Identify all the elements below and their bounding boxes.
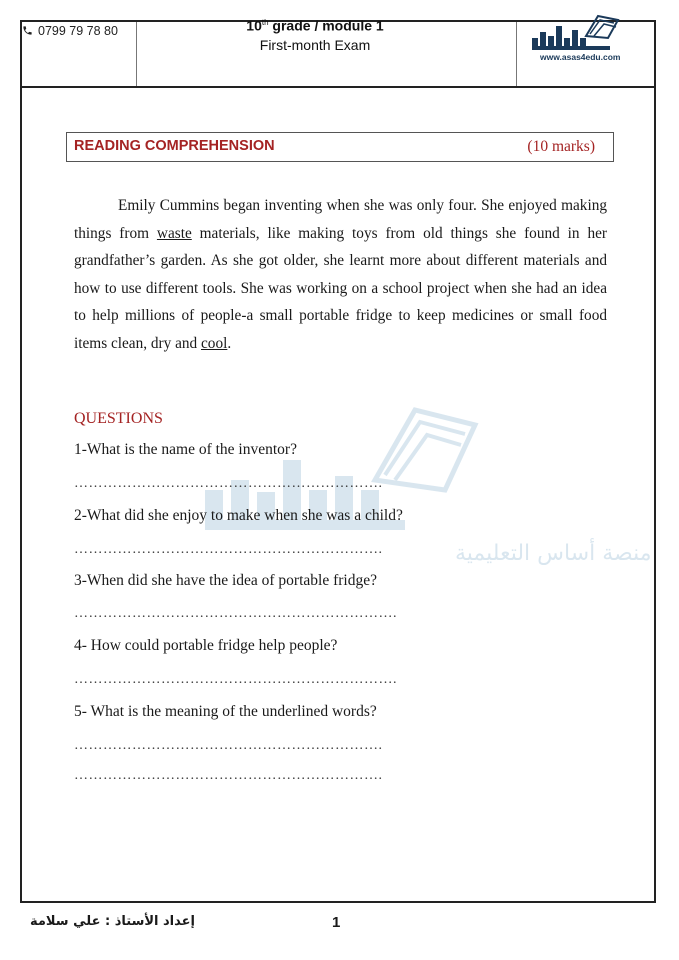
questions-heading: QUESTIONS [74,410,163,427]
header-divider [516,22,517,86]
passage-text: materials, like making toys from old things she found in her grandfather’s garden. As she got older, she learnt more about different materials and how to use different tools. She was working on a school project when she had an idea to help millions of people-a small portable fridge to keep medicines or small food items clean, dry and [74,224,607,352]
grade-module: grade / module 1 [268,17,384,34]
grade-title [136,14,494,35]
page-number: 1 [332,914,341,931]
section-header [66,132,614,162]
question-1: 1-What is the name of the inventor? [74,441,297,458]
question-5: 5- What is the meaning of the underlined words? [74,703,377,720]
section-marks: (10 marks) [527,138,595,155]
phone-icon [22,25,33,36]
question-4: 4- How could portable fridge help people? [74,637,338,654]
underlined-word: cool [201,334,228,352]
answer-line-4[interactable]: …………………………………………………………. [74,672,397,687]
reading-passage [74,192,607,357]
answer-line-3[interactable]: …………………………………………………………. [74,606,397,621]
question-3: 3-When did she have the idea of portable fridge? [74,572,377,589]
watermark-text: منصة أساس التعليمية [455,541,652,566]
answer-line-5a[interactable]: ………………………………………………………. [74,738,383,753]
logo-url: www.asas4edu.com [540,52,621,62]
footer-author: إعداد الأستاذ : علي سلامة [30,914,195,929]
answer-line-1[interactable]: ………………………………………………………. [74,476,383,491]
answer-line-5b[interactable]: ………………………………………………………. [74,768,383,783]
grade-suffix: th [261,18,269,27]
phone-number [22,24,118,38]
question-2: 2-What did she enjoy to make when she was a child? [74,507,403,524]
phone-text: 0799 79 78 80 [38,24,118,38]
grade-number: 10 [246,17,262,34]
exam-title [136,14,494,55]
section-title: READING COMPREHENSION [74,138,275,154]
passage-text: Emily Cummins began inventing when she was only four. She enjoyed making things from [74,197,607,242]
exam-name: First-month Exam [259,36,371,53]
underlined-word: waste [156,224,192,242]
answer-line-2[interactable]: ………………………………………………………. [74,542,383,557]
passage-text: . [227,334,232,352]
